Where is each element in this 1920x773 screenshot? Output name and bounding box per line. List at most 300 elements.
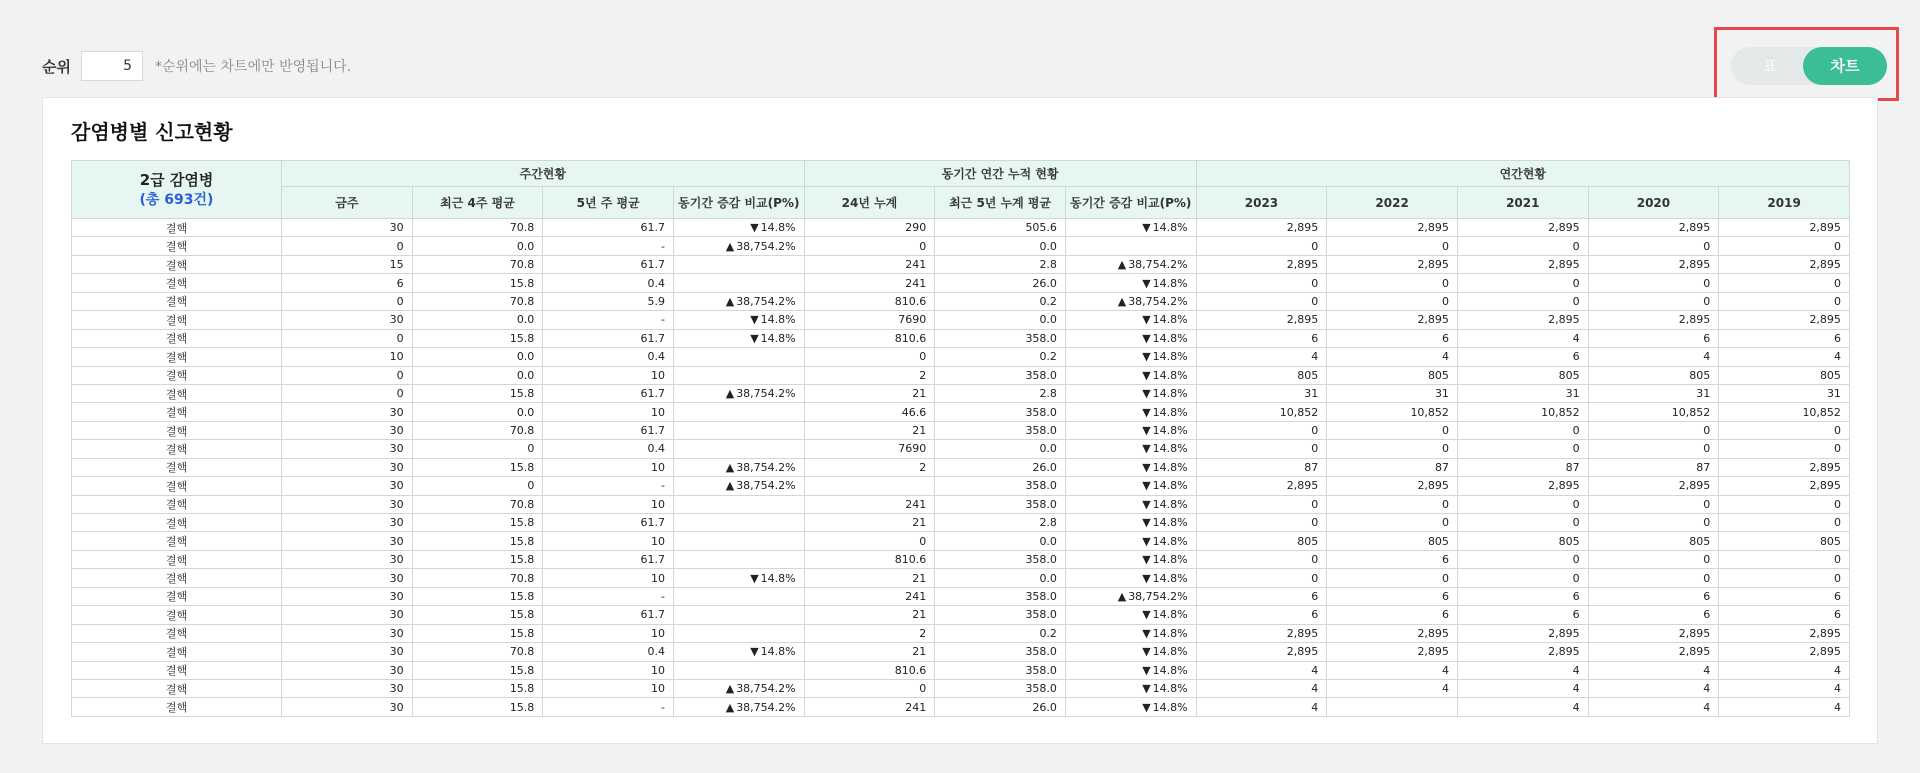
table-cell: 10: [543, 458, 674, 476]
table-cell: 15.8: [412, 274, 543, 292]
change-cell: [1065, 698, 1196, 716]
table-cell: 0.0: [412, 311, 543, 329]
table-cell: 2,895: [1588, 624, 1719, 642]
table-cell: 0: [1588, 292, 1719, 310]
table-cell: 0.0: [412, 237, 543, 255]
table-cell: 2,895: [1327, 219, 1458, 237]
triangle-down-icon: ▼: [1142, 313, 1151, 327]
change-cell: [673, 292, 804, 310]
change-cell: [1065, 495, 1196, 513]
table-cell: 4: [1327, 661, 1458, 679]
table-cell: 0: [1327, 292, 1458, 310]
table-cell: 15.8: [412, 329, 543, 347]
table-cell: 6: [1588, 606, 1719, 624]
table-cell: [804, 477, 935, 495]
change-value: 38,754.2%: [1128, 294, 1188, 308]
table-row: [72, 458, 1850, 476]
triangle-down-icon: ▼: [1142, 405, 1151, 419]
disease-name-cell: 결핵: [72, 440, 282, 458]
table-cell: -: [543, 587, 674, 605]
table-row: [72, 403, 1850, 421]
table-cell: -: [543, 477, 674, 495]
table-cell: -: [543, 311, 674, 329]
rank-filter: [42, 50, 351, 82]
column-header: 24년 누계: [804, 187, 935, 219]
table-cell: 2: [804, 458, 935, 476]
table-cell: 70.8: [412, 219, 543, 237]
table-cell: [1327, 698, 1458, 716]
table-cell: 0.4: [543, 348, 674, 366]
change-cell: [1065, 329, 1196, 347]
column-header: 2019: [1719, 187, 1850, 219]
table-cell: 15.8: [412, 661, 543, 679]
table-cell: 2,895: [1327, 643, 1458, 661]
toggle-table-option[interactable]: 표: [1762, 57, 1778, 75]
table-cell: 46.6: [804, 403, 935, 421]
change-cell: [673, 458, 804, 476]
table-cell: 241: [804, 495, 935, 513]
table-cell: 0: [1719, 421, 1850, 439]
table-row: [72, 366, 1850, 384]
table-cell: 0: [804, 348, 935, 366]
change-value: 14.8%: [760, 221, 796, 235]
change-value: 14.8%: [1152, 663, 1188, 677]
corner-total: (총 693건): [139, 191, 214, 208]
table-cell: 0.4: [543, 274, 674, 292]
table-cell: [673, 514, 804, 532]
change-value: 14.8%: [1152, 479, 1188, 493]
table-cell: 358.0: [935, 403, 1066, 421]
table-row: [72, 495, 1850, 513]
table-cell: 26.0: [935, 458, 1066, 476]
table-cell: 2,895: [1196, 255, 1327, 273]
table-cell: 15.8: [412, 587, 543, 605]
table-cell: 21: [804, 606, 935, 624]
table-cell: 4: [1719, 348, 1850, 366]
table-cell: 2,895: [1719, 458, 1850, 476]
table-cell: 21: [804, 421, 935, 439]
change-value: 14.8%: [1152, 350, 1188, 364]
table-cell: 0: [282, 292, 413, 310]
table-cell: 0.0: [935, 237, 1066, 255]
table-row: [72, 237, 1850, 255]
table-cell: 0: [1327, 569, 1458, 587]
table-cell: 87: [1457, 458, 1588, 476]
table-row: [72, 624, 1850, 642]
change-cell: [673, 311, 804, 329]
table-cell: 358.0: [935, 679, 1066, 697]
change-cell: [1065, 440, 1196, 458]
table-cell: 0: [1457, 569, 1588, 587]
group-header-annual: 연간현황: [1196, 161, 1849, 187]
table-cell: 241: [804, 255, 935, 273]
table-cell: 4: [1196, 679, 1327, 697]
table-cell: 4: [1457, 679, 1588, 697]
change-cell: [1065, 348, 1196, 366]
table-cell: 4: [1719, 661, 1850, 679]
table-cell: 0: [1196, 237, 1327, 255]
disease-name-cell: 결핵: [72, 311, 282, 329]
table-cell: 6: [1327, 550, 1458, 568]
table-cell: 26.0: [935, 274, 1066, 292]
column-header: 2020: [1588, 187, 1719, 219]
column-header: 2021: [1457, 187, 1588, 219]
table-cell: 358.0: [935, 643, 1066, 661]
table-cell: 358.0: [935, 606, 1066, 624]
table-cell: 358.0: [935, 329, 1066, 347]
change-value: 14.8%: [760, 313, 796, 327]
table-cell: 0: [804, 679, 935, 697]
table-cell: 358.0: [935, 495, 1066, 513]
table-cell: 805: [1327, 366, 1458, 384]
table-cell: 2,895: [1327, 477, 1458, 495]
change-value: 14.8%: [1152, 405, 1188, 419]
table-cell: 6: [1457, 606, 1588, 624]
table-cell: 0: [1719, 495, 1850, 513]
table-cell: 30: [282, 403, 413, 421]
change-cell: [673, 679, 804, 697]
triangle-down-icon: ▼: [1142, 276, 1151, 290]
table-cell: 4: [1588, 348, 1719, 366]
table-cell: 0: [1719, 274, 1850, 292]
table-cell: 0: [1196, 274, 1327, 292]
table-cell: [673, 255, 804, 273]
change-value: 38,754.2%: [1128, 258, 1188, 272]
table-cell: 2,895: [1457, 477, 1588, 495]
table-cell: 2,895: [1719, 477, 1850, 495]
toggle-chart-option[interactable]: 차트: [1803, 47, 1887, 85]
table-cell: 805: [1719, 366, 1850, 384]
table-cell: 61.7: [543, 550, 674, 568]
table-cell: 805: [1588, 532, 1719, 550]
change-cell: [1065, 643, 1196, 661]
table-cell: 0: [1196, 440, 1327, 458]
change-cell: [1065, 311, 1196, 329]
table-cell: 21: [804, 643, 935, 661]
change-value: 14.8%: [1152, 276, 1188, 290]
table-row: [72, 514, 1850, 532]
table-cell: 15.8: [412, 550, 543, 568]
table-cell: 4: [1719, 679, 1850, 697]
change-value: 14.8%: [1152, 424, 1188, 438]
table-cell: 2,895: [1719, 643, 1850, 661]
change-cell: [673, 569, 804, 587]
group-header-cumulative: 동기간 연간 누적 현황: [804, 161, 1196, 187]
triangle-down-icon: ▼: [1142, 479, 1151, 493]
triangle-down-icon: ▼: [750, 571, 759, 585]
rank-note: *순위에는 차트에만 반영됩니다.: [154, 59, 352, 75]
change-value: 14.8%: [1152, 626, 1188, 640]
table-cell: 0: [412, 440, 543, 458]
table-cell: 0: [282, 366, 413, 384]
table-cell: 0: [804, 237, 935, 255]
table-cell: 70.8: [412, 643, 543, 661]
table-cell: 10: [543, 532, 674, 550]
table-cell: 2,895: [1196, 477, 1327, 495]
disease-name-cell: 결핵: [72, 219, 282, 237]
table-cell: 31: [1327, 384, 1458, 402]
table-cell: 15.8: [412, 532, 543, 550]
table-cell: 30: [282, 643, 413, 661]
table-cell: 241: [804, 587, 935, 605]
table-cell: 0: [1457, 550, 1588, 568]
change-cell: [1065, 219, 1196, 237]
table-cell: 0.0: [935, 569, 1066, 587]
table-cell: 2,895: [1327, 255, 1458, 273]
table-cell: 358.0: [935, 477, 1066, 495]
table-row: [72, 384, 1850, 402]
column-header: 2022: [1327, 187, 1458, 219]
table-cell: 0: [1327, 495, 1458, 513]
table-cell: 61.7: [543, 255, 674, 273]
table-cell: 30: [282, 514, 413, 532]
table-cell: 30: [282, 532, 413, 550]
table-cell: [673, 624, 804, 642]
table-cell: [673, 661, 804, 679]
change-value: 38,754.2%: [736, 460, 796, 474]
change-cell: [1065, 384, 1196, 402]
table-cell: 0: [1457, 274, 1588, 292]
table-cell: 10: [543, 495, 674, 513]
table-cell: 26.0: [935, 698, 1066, 716]
change-cell: [673, 384, 804, 402]
table-cell: 2,895: [1457, 219, 1588, 237]
table-cell: 6: [1196, 329, 1327, 347]
panel-title: 감염병별 신고현황: [71, 120, 233, 144]
table-cell: 31: [1719, 384, 1850, 402]
table-cell: -: [543, 698, 674, 716]
disease-name-cell: 결핵: [72, 458, 282, 476]
triangle-down-icon: ▼: [1142, 645, 1151, 659]
disease-name-cell: 결핵: [72, 679, 282, 697]
table-cell: 0: [1457, 440, 1588, 458]
triangle-up-icon: ▲: [725, 682, 735, 696]
triangle-down-icon: ▼: [1142, 331, 1151, 345]
table-cell: 358.0: [935, 366, 1066, 384]
table-cell: 61.7: [543, 514, 674, 532]
table-cell: 10: [543, 569, 674, 587]
table-cell: 0: [1588, 274, 1719, 292]
table-cell: 6: [1719, 329, 1850, 347]
change-value: 14.8%: [1152, 534, 1188, 548]
column-header: 2023: [1196, 187, 1327, 219]
column-header: 금주: [282, 187, 413, 219]
table-cell: 0: [412, 477, 543, 495]
table-cell: 6: [1719, 587, 1850, 605]
table-cell: 810.6: [804, 292, 935, 310]
table-cell: 4: [1588, 661, 1719, 679]
triangle-down-icon: ▼: [750, 313, 759, 327]
table-cell: 87: [1327, 458, 1458, 476]
table-cell: 15.8: [412, 458, 543, 476]
table-cell: 6: [1327, 587, 1458, 605]
column-header: 최근 5년 누계 평균: [935, 187, 1066, 219]
table-cell: 10,852: [1327, 403, 1458, 421]
table-cell: 4: [1196, 348, 1327, 366]
table-cell: 70.8: [412, 495, 543, 513]
table-cell: 30: [282, 679, 413, 697]
table-cell: 87: [1196, 458, 1327, 476]
table-cell: 61.7: [543, 421, 674, 439]
change-value: 14.8%: [1152, 442, 1188, 456]
table-cell: 30: [282, 606, 413, 624]
change-value: 38,754.2%: [736, 479, 796, 493]
table-cell: 30: [282, 661, 413, 679]
table-cell: 805: [1588, 366, 1719, 384]
table-cell: 0.4: [543, 643, 674, 661]
table-cell: 30: [282, 550, 413, 568]
disease-name-cell: 결핵: [72, 366, 282, 384]
table-cell: 6: [1327, 329, 1458, 347]
table-cell: 61.7: [543, 606, 674, 624]
table-cell: [1065, 237, 1196, 255]
table-cell: 0: [1719, 569, 1850, 587]
change-cell: [1065, 292, 1196, 310]
table-cell: 0: [1196, 514, 1327, 532]
table-row: [72, 348, 1850, 366]
table-cell: 805: [1196, 366, 1327, 384]
triangle-down-icon: ▼: [1142, 221, 1151, 235]
table-cell: [673, 495, 804, 513]
table-cell: 505.6: [935, 219, 1066, 237]
table-cell: 241: [804, 274, 935, 292]
table-cell: 0.0: [412, 366, 543, 384]
table-cell: 2,895: [1588, 219, 1719, 237]
table-cell: 290: [804, 219, 935, 237]
table-cell: 61.7: [543, 329, 674, 347]
rank-input[interactable]: [81, 51, 143, 81]
table-cell: 2,895: [1327, 624, 1458, 642]
table-cell: 2,895: [1588, 643, 1719, 661]
table-cell: 0.0: [412, 348, 543, 366]
table-cell: 0: [1588, 550, 1719, 568]
table-cell: 4: [1327, 679, 1458, 697]
table-cell: 0: [1719, 440, 1850, 458]
change-cell: [673, 329, 804, 347]
column-header: 동기간 증감 비교(P%): [673, 187, 804, 219]
table-cell: 10: [543, 661, 674, 679]
table-cell: 6: [1196, 606, 1327, 624]
table-row: [72, 292, 1850, 310]
table-cell: 0.2: [935, 292, 1066, 310]
change-cell: [1065, 624, 1196, 642]
report-table: [71, 160, 1850, 717]
table-cell: [673, 274, 804, 292]
table-cell: 0: [1327, 274, 1458, 292]
table-cell: 10,852: [1588, 403, 1719, 421]
table-cell: 30: [282, 587, 413, 605]
change-cell: [1065, 569, 1196, 587]
triangle-down-icon: ▼: [1142, 571, 1151, 585]
triangle-down-icon: ▼: [1142, 424, 1151, 438]
table-row: [72, 550, 1850, 568]
change-value: 14.8%: [760, 331, 796, 345]
table-cell: 10: [543, 403, 674, 421]
table-cell: 2,895: [1196, 624, 1327, 642]
table-cell: [673, 403, 804, 421]
table-cell: 6: [1196, 587, 1327, 605]
table-cell: 810.6: [804, 329, 935, 347]
table-cell: 10,852: [1719, 403, 1850, 421]
table-cell: 30: [282, 440, 413, 458]
table-cell: 0: [1196, 569, 1327, 587]
table-cell: 0: [1196, 421, 1327, 439]
disease-name-cell: 결핵: [72, 532, 282, 550]
triangle-down-icon: ▼: [1142, 368, 1151, 382]
disease-name-cell: 결핵: [72, 255, 282, 273]
table-cell: 31: [1457, 384, 1588, 402]
triangle-down-icon: ▼: [1142, 387, 1151, 401]
disease-name-cell: 결핵: [72, 514, 282, 532]
triangle-down-icon: ▼: [1142, 350, 1151, 364]
table-cell: 2,895: [1196, 643, 1327, 661]
disease-name-cell: 결핵: [72, 495, 282, 513]
triangle-up-icon: ▲: [1117, 294, 1127, 308]
table-cell: 70.8: [412, 569, 543, 587]
change-value: 38,754.2%: [736, 387, 796, 401]
table-cell: 0: [1588, 237, 1719, 255]
table-cell: 2,895: [1457, 643, 1588, 661]
triangle-down-icon: ▼: [1142, 608, 1151, 622]
table-cell: 2,895: [1588, 311, 1719, 329]
corner-header: [72, 161, 282, 219]
table-cell: 30: [282, 458, 413, 476]
triangle-up-icon: ▲: [725, 460, 735, 474]
table-cell: 0: [1457, 421, 1588, 439]
table-cell: 10: [543, 624, 674, 642]
table-cell: 2: [804, 624, 935, 642]
table-cell: 10,852: [1457, 403, 1588, 421]
column-header: 최근 4주 평균: [412, 187, 543, 219]
table-cell: 30: [282, 495, 413, 513]
change-value: 14.8%: [1152, 645, 1188, 659]
triangle-down-icon: ▼: [750, 645, 759, 659]
disease-name-cell: 결핵: [72, 587, 282, 605]
table-cell: 30: [282, 698, 413, 716]
change-value: 14.8%: [1152, 460, 1188, 474]
change-value: 14.8%: [1152, 553, 1188, 567]
table-cell: 7690: [804, 440, 935, 458]
table-cell: 0: [1719, 237, 1850, 255]
change-value: 38,754.2%: [736, 239, 796, 253]
change-cell: [1065, 606, 1196, 624]
table-cell: 0: [1327, 237, 1458, 255]
report-panel: [42, 97, 1878, 744]
table-cell: 0: [1588, 495, 1719, 513]
table-row: [72, 274, 1850, 292]
table-cell: 241: [804, 698, 935, 716]
table-cell: 805: [1457, 532, 1588, 550]
table-cell: 358.0: [935, 550, 1066, 568]
triangle-down-icon: ▼: [1142, 497, 1151, 511]
table-cell: 0: [1457, 514, 1588, 532]
disease-name-cell: 결핵: [72, 403, 282, 421]
table-cell: 30: [282, 311, 413, 329]
table-row: [72, 679, 1850, 697]
table-cell: 6: [1588, 587, 1719, 605]
triangle-down-icon: ▼: [1142, 516, 1151, 530]
change-cell: [673, 219, 804, 237]
change-value: 14.8%: [1152, 313, 1188, 327]
table-cell: 2: [804, 366, 935, 384]
view-toggle[interactable]: [1731, 47, 1887, 85]
table-cell: 30: [282, 477, 413, 495]
table-row: [72, 440, 1850, 458]
table-cell: 0: [1719, 550, 1850, 568]
table-cell: 15.8: [412, 514, 543, 532]
table-cell: 0: [1588, 421, 1719, 439]
table-cell: 15.8: [412, 698, 543, 716]
